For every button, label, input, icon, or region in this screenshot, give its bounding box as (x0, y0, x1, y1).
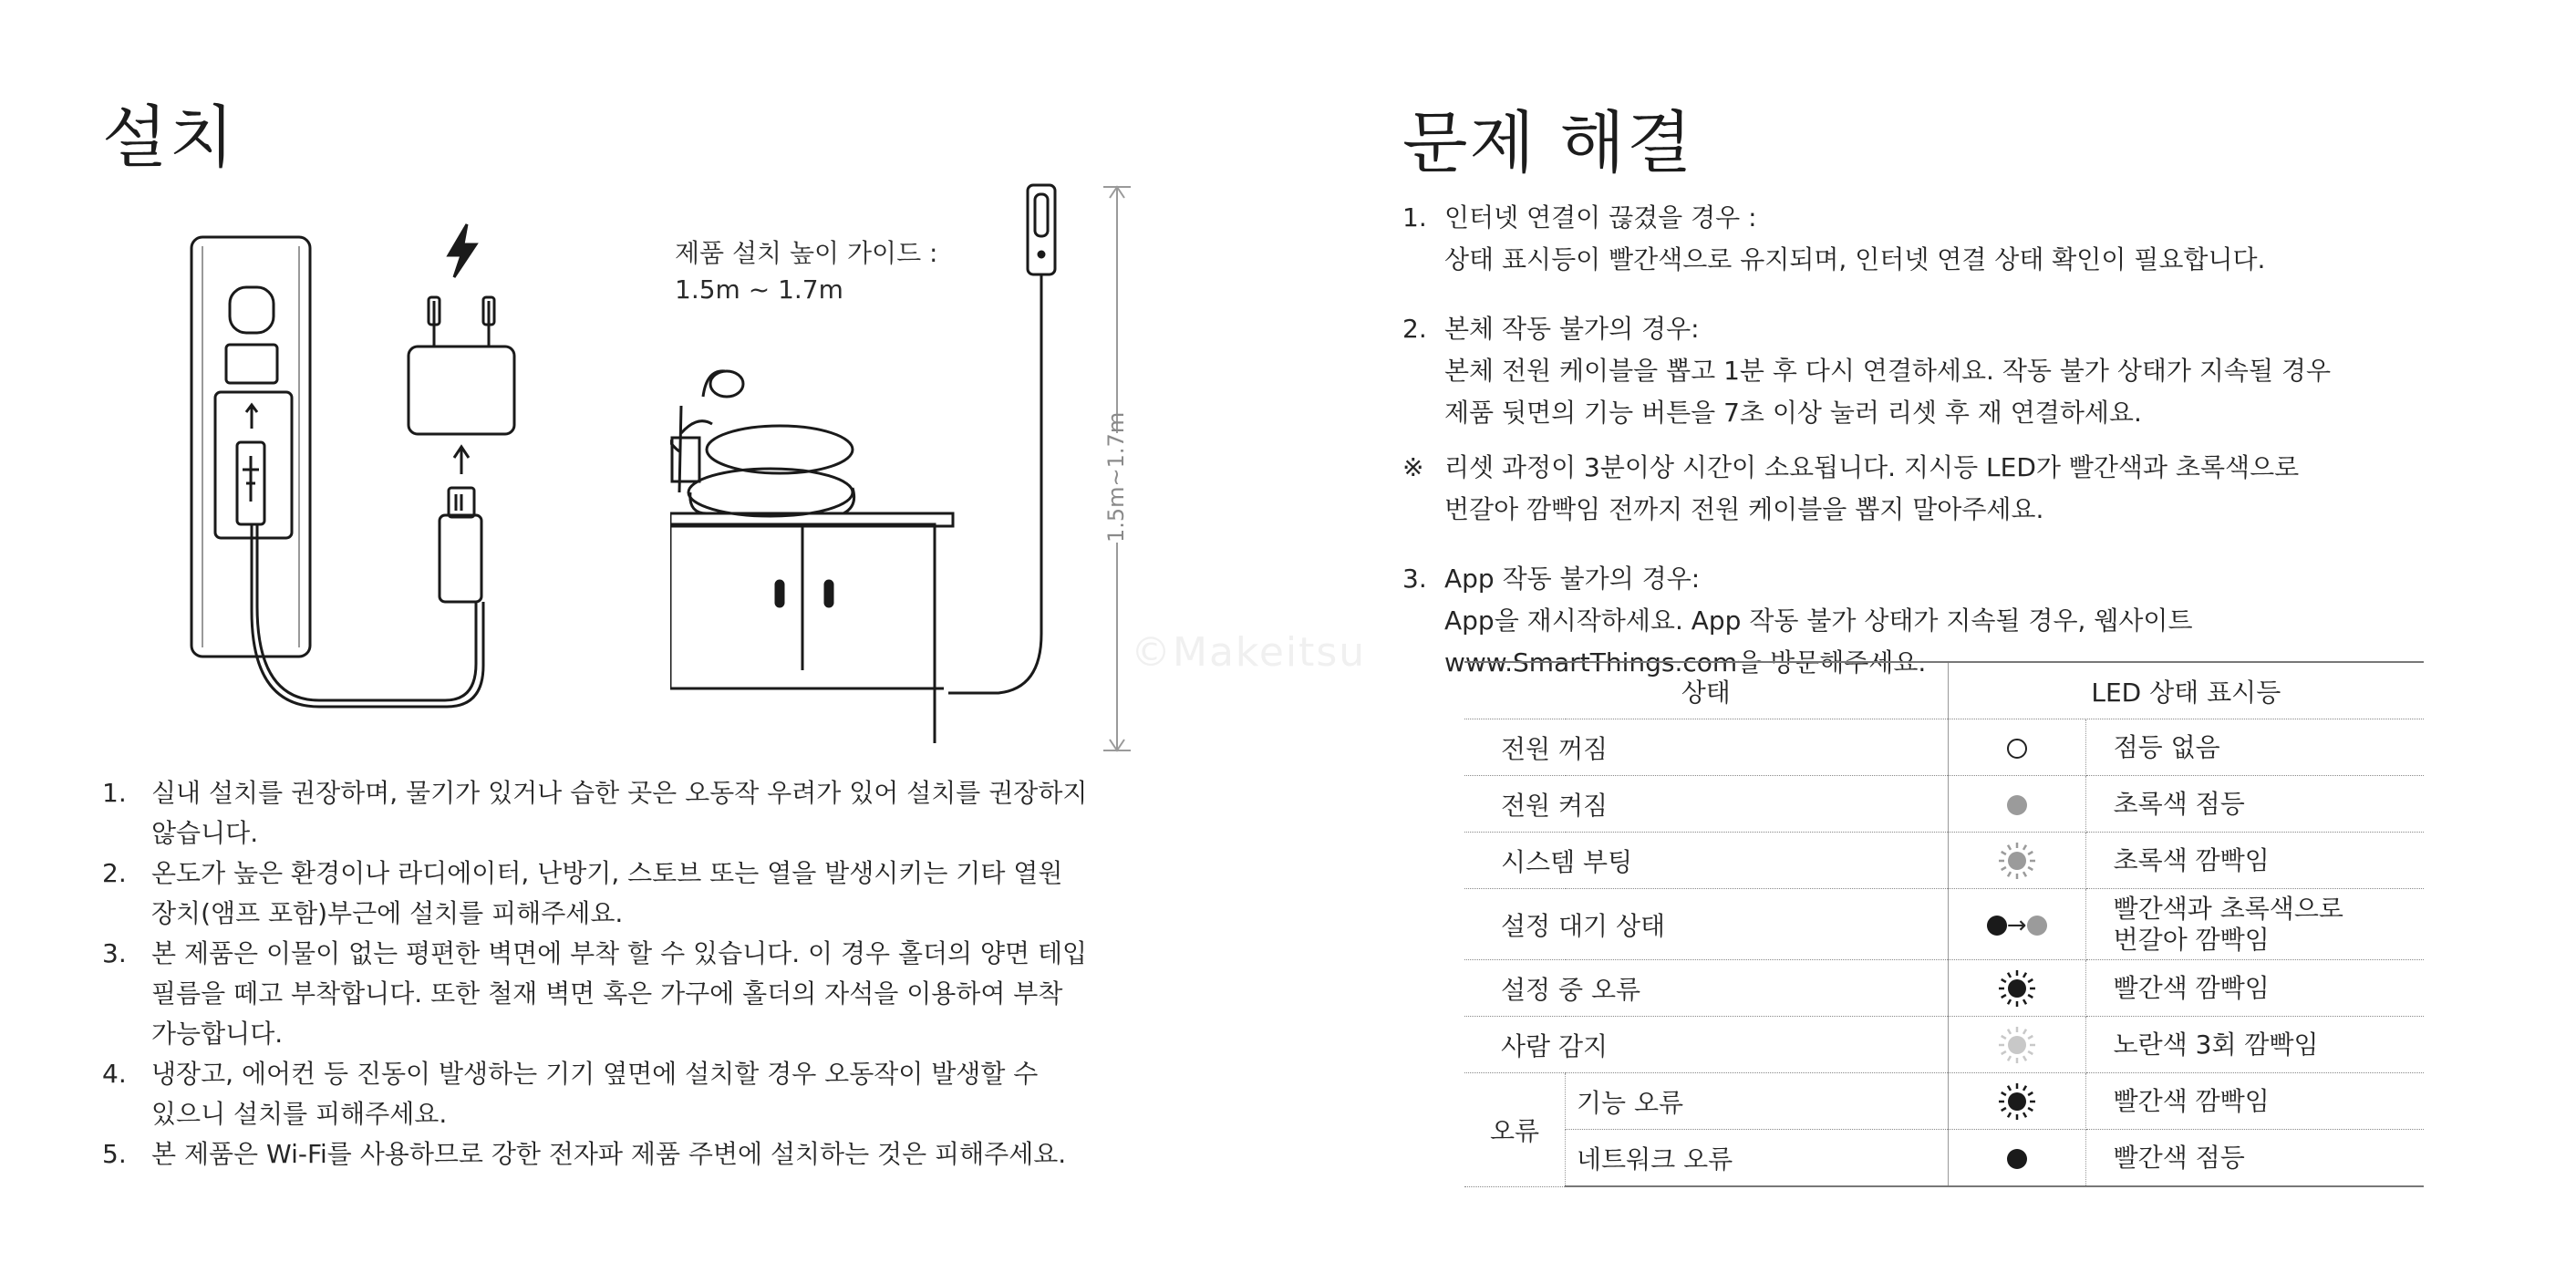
list-item-line: 본 제품은 Wi-Fi를 사용하므로 강한 전자파 제품 주변에 설치하는 것은 피해주세요. (151, 1139, 1067, 1169)
guide-value-text: 1.5m ~ 1.7m (675, 274, 843, 305)
led-off-icon (2007, 739, 2027, 759)
troubleshoot-item-line: App을 재시작하세요. App 작동 불가 상태가 지속될 경우, 웹사이트 (1444, 605, 2193, 636)
troubleshoot-item-line: 제품 뒷면의 기능 버튼을 7초 이상 눌러 리셋 후 재 연결하세요. (1444, 398, 2142, 428)
list-item-text (151, 1054, 1215, 1134)
header-led: LED 상태 표시등 (1948, 662, 2424, 719)
led-description-line: 빨간색 깜빡임 (2113, 1085, 2270, 1116)
install-instructions (102, 773, 1215, 1174)
troubleshoot-item (1402, 197, 2460, 281)
indicator-cell (1948, 889, 2085, 960)
list-item-line: 냉장고, 에어컨 등 진동이 발생하는 기기 옆면에 설치할 경우 오동작이 발생할 수 (151, 1059, 1039, 1089)
height-mark-label: 1.5m~1.7m (1103, 411, 1129, 543)
troubleshoot-item-heading: 본체 작동 불가의 경우: (1444, 314, 1700, 344)
install-title: 설치 (102, 98, 236, 177)
list-item-line: 온도가 높은 환경이나 라디에이터, 난방기, 스토브 또는 열을 발생시키는 기타 열원 (151, 858, 1063, 888)
list-item (102, 934, 1215, 1054)
led-description-line: 점등 없음 (2113, 731, 2220, 762)
list-item (102, 773, 1215, 854)
state-cell: 사람 감지 (1464, 1017, 1948, 1073)
list-item-line: 있으니 설치를 피해주세요. (151, 1099, 448, 1129)
guide-label-text: 제품 설치 높이 가이드 : (675, 238, 938, 268)
led-yellow-blink-icon (1996, 1024, 2038, 1066)
table-row (1464, 960, 2424, 1017)
led-description-line: 초록색 점등 (2113, 788, 2245, 819)
indicator-cell (1948, 719, 2085, 776)
list-item-text (151, 1134, 1215, 1174)
table-row (1464, 1017, 2424, 1073)
list-item-line: 장치(앰프 포함)부근에 설치를 피해주세요. (151, 898, 624, 928)
installation-illustration (182, 210, 547, 739)
troubleshoot-item-heading: 인터넷 연결이 끊겼을 경우 : (1444, 202, 1757, 233)
led-description-line: 초록색 깜빡임 (2113, 844, 2270, 875)
power-lightning-icon (449, 224, 476, 277)
list-item-number: 5. (102, 1139, 127, 1169)
troubleshoot-item-number: ※ (1402, 452, 1424, 482)
led-red-to-green-icon: → (1987, 909, 2047, 939)
troubleshoot-item-number: 3. (1402, 564, 1427, 594)
list-item-text (151, 934, 1215, 1054)
table-row (1464, 1073, 2424, 1130)
led-description-line: 번갈아 깜빡임 (2113, 924, 2270, 955)
list-item-line: 본 제품은 이물이 없는 평편한 벽면에 부착 할 수 있습니다. 이 경우 홀더의 양면 테입 (151, 938, 1088, 968)
led-description-line: 노란색 3회 깜빡임 (2113, 1029, 2319, 1060)
list-item (102, 1134, 1215, 1174)
led-status-table (1464, 661, 2424, 1187)
led-description (2085, 776, 2424, 833)
table-row (1464, 719, 2424, 776)
sensor-lens (230, 287, 274, 333)
led-red-blink-icon (1996, 1081, 2038, 1123)
state-cell: 시스템 부팅 (1464, 833, 1948, 889)
list-item-number: 4. (102, 1059, 127, 1089)
list-item-number: 2. (102, 858, 127, 888)
troubleshoot-item-line: 본체 전원 케이블을 뽑고 1분 후 다시 연결하세요. 작동 불가 상태가 지속될 경우 (1444, 356, 2332, 386)
indicator-cell (1948, 1073, 2085, 1130)
watermark: ©Makeitsu (1131, 629, 1367, 676)
list-item-text (151, 773, 1215, 854)
led-green-blink-icon (1996, 840, 2038, 882)
led-description (2085, 889, 2424, 960)
led-description (2085, 1073, 2424, 1130)
led-description (2085, 960, 2424, 1017)
troubleshoot-item-number: 2. (1402, 314, 1427, 344)
troubleshoot-item-heading: 리셋 과정이 3분이상 시간이 소요됩니다. 지시등 LED가 빨간색과 초록색으로 (1444, 452, 2300, 482)
list-item-line: 가능합니다. (151, 1019, 284, 1049)
indicator-cell (1948, 833, 2085, 889)
header-state: 상태 (1464, 662, 1948, 719)
table-header-row (1464, 662, 2424, 719)
list-item-line: 않습니다. (151, 818, 259, 848)
error-group-cell: 오류 (1464, 1073, 1566, 1187)
state-cell: 전원 켜짐 (1464, 776, 1948, 833)
table-row (1464, 776, 2424, 833)
troubleshoot-item (1402, 447, 2460, 531)
indicator-cell (1948, 776, 2085, 833)
list-item (102, 1054, 1215, 1134)
state-cell: 네트워크 오류 (1566, 1130, 1949, 1187)
list-item-number: 3. (102, 938, 127, 968)
led-description (2085, 719, 2424, 776)
table-row (1464, 1130, 2424, 1187)
state-cell: 설정 대기 상태 (1464, 889, 1948, 960)
list-item-text (151, 854, 1215, 934)
indicator-cell (1948, 960, 2085, 1017)
troubleshoot-item-number: 1. (1402, 202, 1427, 233)
troubleshoot-item-heading: App 작동 불가의 경우: (1444, 564, 1701, 594)
led-green-icon (2007, 795, 2027, 815)
list-item (102, 854, 1215, 934)
troubleshoot-title: 문제 해결 (1402, 104, 1694, 182)
list-item-line: 필름을 떼고 부착합니다. 또한 철재 벽면 혹은 가구에 홀더의 자석을 이용하여 부착 (151, 978, 1063, 1009)
led-description-line: 빨간색 깜빡임 (2113, 972, 2270, 1003)
led-description-line: 빨간색 점등 (2113, 1142, 2245, 1173)
table-row (1464, 833, 2424, 889)
led-description (2085, 1130, 2424, 1187)
troubleshoot-item-line: www.SmartThings.com을 방문해주세요. (1444, 647, 1927, 678)
troubleshoot-item-line: 번갈아 깜빡임 전까지 전원 케이블을 뽑지 말아주세요. (1444, 494, 2044, 524)
led-description-line: 빨간색과 초록색으로 (2113, 893, 2343, 924)
indicator-cell (1948, 1130, 2085, 1187)
state-cell: 전원 꺼짐 (1464, 719, 1948, 776)
state-cell: 설정 중 오류 (1464, 960, 1948, 1017)
list-item-number: 1. (102, 778, 127, 808)
led-red-icon (2007, 1149, 2027, 1169)
troubleshoot-item (1402, 308, 2460, 434)
led-description (2085, 833, 2424, 889)
led-red-blink-icon (1996, 967, 2038, 1009)
state-cell: 기능 오류 (1566, 1073, 1949, 1130)
table-row (1464, 889, 2424, 960)
indicator-cell (1948, 1017, 2085, 1073)
height-guide-illustration (670, 178, 1163, 761)
troubleshoot-list (1402, 197, 2460, 684)
troubleshoot-item-line: 상태 표시등이 빨간색으로 유지되며, 인터넷 연결 상태 확인이 필요합니다. (1444, 244, 2266, 274)
led-description (2085, 1017, 2424, 1073)
list-item-line: 실내 설치를 권장하며, 물기가 있거나 습한 곳은 오동작 우려가 있어 설치를 권장하지 (151, 778, 1088, 808)
